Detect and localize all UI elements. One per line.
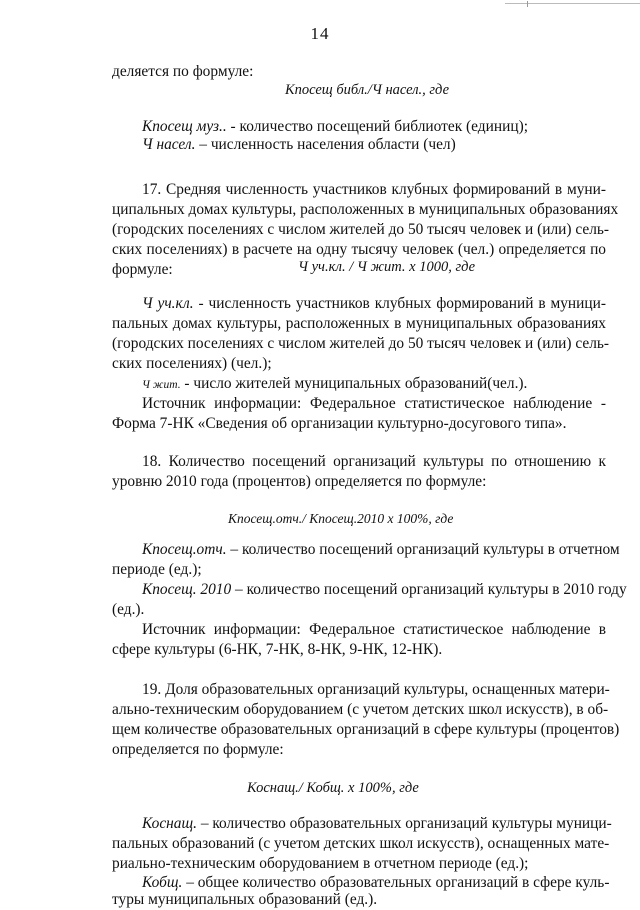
p19-def1-symbol: Коснащ.	[142, 815, 197, 832]
p17-def1-line: пальных домах культуры, расположенных в муниципальных образованиях	[112, 315, 606, 332]
p19-line: ально-техническим оборудованием (с учетом детских школ искусств), в об-	[112, 701, 609, 718]
p17-def1-line: ских поселениях) (чел.);	[112, 355, 272, 372]
p18-def1-symbol: Кпосещ.отч.	[142, 541, 227, 558]
p18-formula: Кпосещ.отч./ Кпосещ.2010 х 100%, где	[228, 511, 454, 526]
p18-def2-line: (ед.).	[112, 601, 145, 618]
p18-source-line: Источник информации: Федеральное статистическое наблюдение в	[142, 621, 606, 638]
p17-def1-line: (городских поселениях с числом жителей до 50 тысяч человек и (или) сель-	[112, 335, 610, 352]
p19-def2-symbol: Кобщ.	[142, 874, 183, 891]
p18-def2	[142, 580, 627, 600]
p17-line: ских поселениях) в расчете на одну тысячу человек (чел.) определяется по	[112, 241, 606, 258]
p16-def2	[142, 135, 456, 155]
p18-line: 18. Количество посещений организаций культуры по отношению к	[142, 453, 606, 470]
p17-def2	[142, 374, 527, 395]
p17-line: формуле:	[112, 261, 173, 278]
p16-line1: деляется по формуле:	[112, 63, 254, 80]
page-number: 14	[310, 24, 330, 43]
p18-def2-symbol: Кпосещ. 2010	[142, 581, 232, 598]
p19-def1-text: – количество образовательных организаций культуры муници-	[196, 815, 612, 832]
scan-edge-line	[505, 3, 640, 4]
p17-line: (городских поселениях с числом жителей до 50 тысяч человек и (или) сель-	[112, 221, 610, 238]
p16-def2-text: – численность населения области (чел)	[195, 136, 456, 153]
p19-def2-text: – общее количество образовательных организаций в сфере куль-	[182, 874, 610, 891]
p17-formula: Ч уч.кл. / Ч жит. х 1000, где	[298, 259, 476, 275]
p18-def1	[142, 540, 620, 560]
p17-def1-symbol: Ч уч.кл.	[142, 295, 194, 312]
p16-def1-text: - количество посещений библиотек (единиц);	[226, 118, 528, 135]
p18-source-line: сфере культуры (6-НК, 7-НК, 8-НК, 9-НК, 12-НК).	[112, 641, 443, 658]
p17-line: 17. Средняя численность участников клубных формирований в муни-	[142, 181, 606, 198]
p18-line: уровню 2010 года (процентов) определяется по формуле:	[112, 473, 487, 490]
p16-def2-symbol: Ч насел.	[142, 136, 196, 153]
p17-def1	[142, 294, 606, 314]
p18-def1-text: – количество посещений организаций культуры в отчетном	[226, 541, 620, 558]
p18-def1-line: периоде (ед.);	[112, 561, 202, 578]
scan-edge-tick	[527, 1, 528, 7]
p17-def2-text: - число жителей муниципальных образований(чел.).	[180, 375, 528, 392]
p17-line: ципальных домах культуры, расположенных в муниципальных образованиях	[112, 201, 619, 218]
p19-line: щем количестве образовательных организаций в сфере культуры (процентов)	[112, 721, 620, 738]
p19-def1	[142, 814, 612, 834]
p19-line: определяется по формуле:	[112, 741, 284, 758]
p17-def2-symbol: Ч жит.	[142, 379, 181, 391]
p16-formula: Кпосещ библ./Ч насел., где	[285, 82, 450, 98]
p18-def2-text: – количество посещений организаций культуры в 2010 году	[231, 581, 627, 598]
p17-source-line: Источник информации: Федеральное статистическое наблюдение -	[142, 395, 606, 412]
p16-def1-symbol: Кпосещ муз..	[142, 118, 227, 135]
p16-def1	[142, 117, 528, 137]
p19-formula: Коснащ./ Кобщ. х 100%, где	[247, 780, 419, 796]
p19-def2-line: туры муниципальных образований (ед.).	[112, 891, 378, 908]
p17-source-line: Форма 7-НК «Сведения об организации культурно-досугового типа».	[112, 415, 567, 432]
p19-line: 19. Доля образовательных организаций культуры, оснащенных матери-	[142, 681, 610, 698]
p17-def1-text: - численность участников клубных формирований в муници-	[193, 295, 606, 312]
p19-def1-line: пальных образований (с учетом детских школ искусств), оснащенных мате-	[112, 835, 610, 852]
p19-def1-line: риально-техническим оборудованием в отчетном периоде (ед.);	[112, 855, 529, 872]
